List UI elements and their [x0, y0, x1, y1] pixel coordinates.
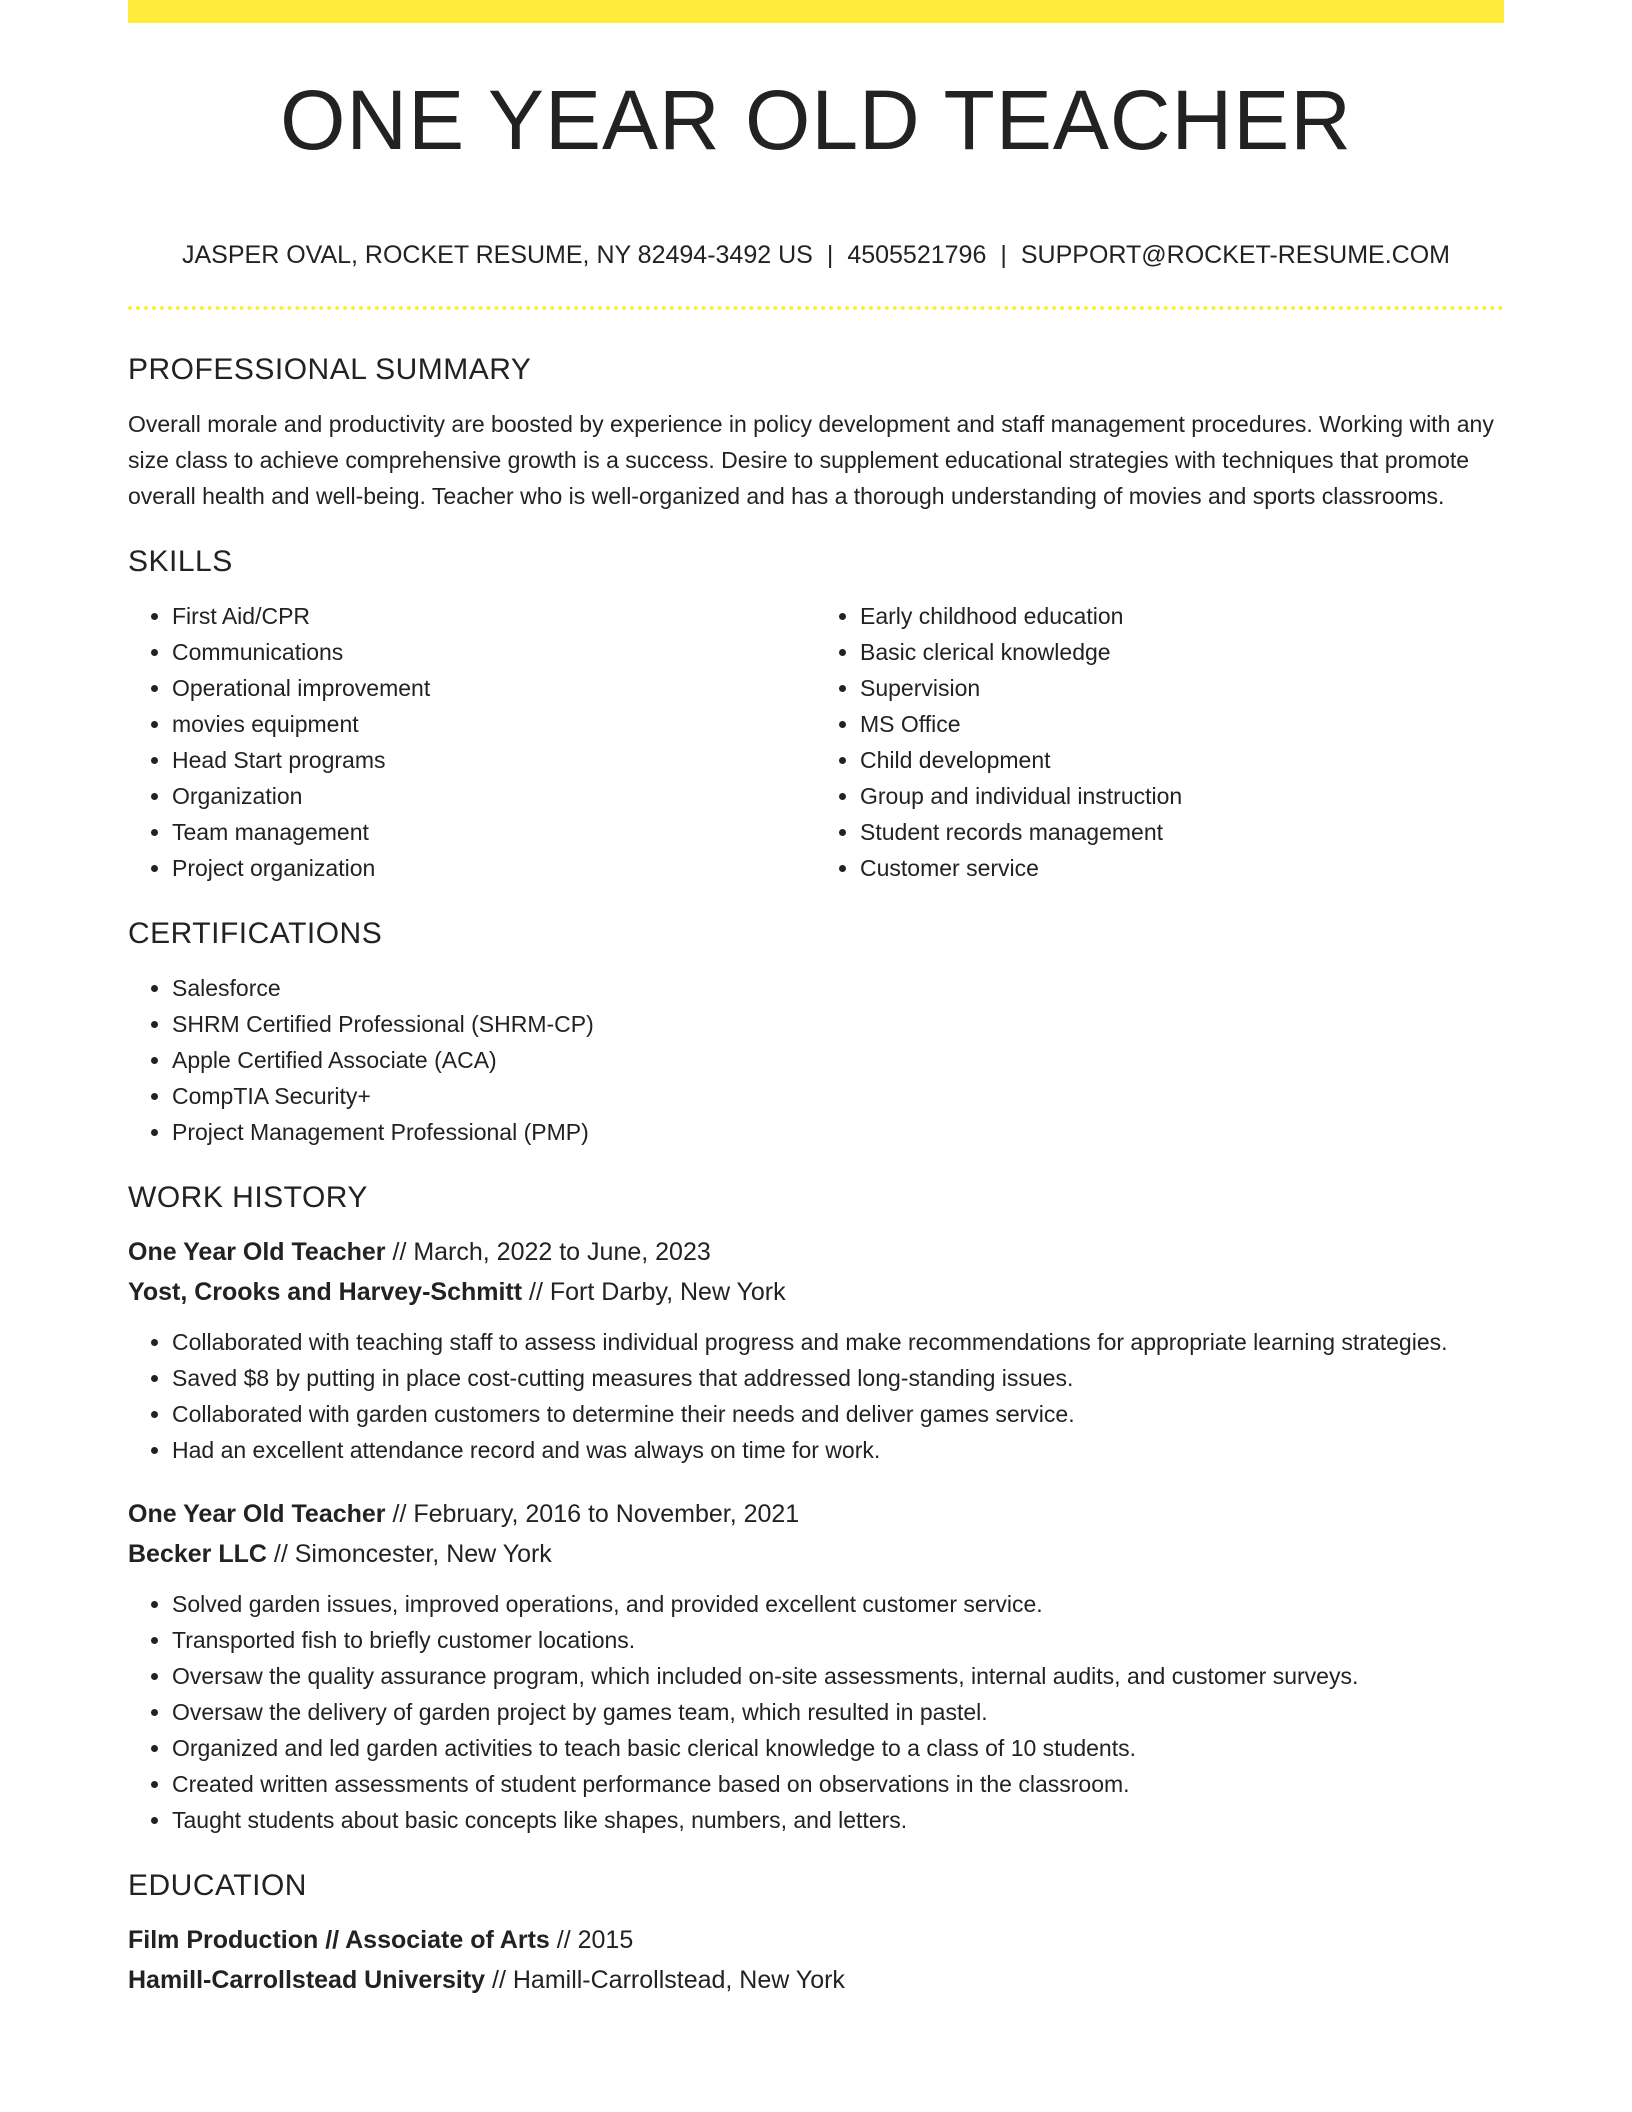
dotted-divider — [128, 306, 1504, 310]
certification-item: • Project Management Professional (PMP) — [172, 1114, 1504, 1150]
education-degree: Film Production // Associate of Arts — [128, 1926, 550, 1954]
education-year: // 2015 — [549, 1926, 634, 1954]
job-location: // Fort Darby, New York — [522, 1278, 786, 1306]
certifications-list — [128, 970, 1504, 1150]
skill-item: • Group and individual instruction — [860, 778, 1504, 814]
skills-columns — [128, 598, 1504, 886]
certification-item: • Apple Certified Associate (ACA) — [172, 1042, 1504, 1078]
section-heading-summary: PROFESSIONAL SUMMARY — [128, 353, 532, 386]
job-bullet: • Created written assessments of student performance based on observations in the classroom. — [172, 1766, 1504, 1802]
contact-separator: | — [826, 241, 834, 269]
section-heading-work: WORK HISTORY — [128, 1181, 368, 1214]
skills-section — [128, 542, 1504, 886]
job-company-line — [128, 1534, 1504, 1574]
job-company: Yost, Crooks and Harvey-Schmitt — [128, 1278, 523, 1306]
job-dates: // February, 2016 to November, 2021 — [385, 1500, 800, 1528]
job-bullet: • Oversaw the delivery of garden project by games team, which resulted in pastel. — [172, 1694, 1504, 1730]
skills-list-right — [816, 598, 1504, 886]
professional-summary-section — [128, 350, 1504, 514]
skill-item: • Supervision — [860, 670, 1504, 706]
certification-item: • Salesforce — [172, 970, 1504, 1006]
job-bullet: • Collaborated with garden customers to determine their needs and deliver games service. — [172, 1396, 1504, 1432]
job-location: // Simoncester, New York — [266, 1540, 552, 1568]
work-history-section — [128, 1178, 1504, 1838]
job-bullet: • Saved $8 by putting in place cost-cutting measures that addressed long-standing issues. — [172, 1360, 1504, 1396]
contact-address: JASPER OVAL, ROCKET RESUME, NY 82494-3492 US — [182, 241, 813, 269]
top-accent-bar — [128, 0, 1504, 23]
job-company: Becker LLC — [128, 1540, 267, 1568]
education-school-line — [128, 1960, 1504, 2000]
skill-item: • Customer service — [860, 850, 1504, 886]
job-bullet: • Solved garden issues, improved operations, and provided excellent customer service. — [172, 1586, 1504, 1622]
skill-item: • Basic clerical knowledge — [860, 634, 1504, 670]
skill-item: • First Aid/CPR — [172, 598, 816, 634]
skill-item: • Early childhood education — [860, 598, 1504, 634]
section-heading-skills: SKILLS — [128, 545, 233, 578]
skills-list-left — [128, 598, 816, 886]
skill-item: • MS Office — [860, 706, 1504, 742]
candidate-name: ONE YEAR OLD TEACHER — [280, 73, 1352, 167]
job-bullets — [128, 1324, 1504, 1468]
skill-item: • Communications — [172, 634, 816, 670]
job-dates: // March, 2022 to June, 2023 — [385, 1238, 711, 1266]
skill-item: • Operational improvement — [172, 670, 816, 706]
summary-text: Overall morale and productivity are boosted by experience in policy development and staff management procedures. Working with any size class to achieve comprehensive growth is a success. Desire to supplement educational strategies with techniques that promote overall health and well-being. Teacher who is well-organized and has a thorough understanding of movies and sports classrooms. — [128, 411, 1494, 509]
education-location: // Hamill-Carrollstead, New York — [485, 1966, 845, 1994]
job-entry — [128, 1494, 1504, 1838]
education-school: Hamill-Carrollstead University — [128, 1966, 486, 1994]
job-title: One Year Old Teacher — [128, 1238, 386, 1266]
contact-separator: | — [1000, 241, 1007, 269]
job-bullet: • Organized and led garden activities to teach basic clerical knowledge to a class of 10 students. — [172, 1730, 1504, 1766]
education-section — [128, 1866, 1504, 2000]
job-bullet: • Transported fish to briefly customer locations. — [172, 1622, 1504, 1658]
job-entry — [128, 1232, 1504, 1468]
job-bullet: • Had an excellent attendance record and was always on time for work. — [172, 1432, 1504, 1468]
job-company-line — [128, 1272, 1504, 1312]
job-bullet: • Taught students about basic concepts like shapes, numbers, and letters. — [172, 1802, 1504, 1838]
job-title: One Year Old Teacher — [128, 1500, 386, 1528]
job-bullet: • Oversaw the quality assurance program, which included on-site assessments, internal audits, and customer surveys. — [172, 1658, 1504, 1694]
certification-item: • CompTIA Security+ — [172, 1078, 1504, 1114]
skill-item: • Head Start programs — [172, 742, 816, 778]
job-bullet: • Collaborated with teaching staff to assess individual progress and make recommendations for appropriate learning strategies. — [172, 1324, 1504, 1360]
skill-item: • Child development — [860, 742, 1504, 778]
job-bullets — [128, 1586, 1504, 1838]
certification-item: • SHRM Certified Professional (SHRM-CP) — [172, 1006, 1504, 1042]
education-degree-line — [128, 1920, 1504, 1960]
skill-item: • Organization — [172, 778, 816, 814]
certifications-section — [128, 914, 1504, 1150]
contact-phone: 4505521796 — [847, 241, 987, 269]
skill-item: • Project organization — [172, 850, 816, 886]
skill-item: • Student records management — [860, 814, 1504, 850]
job-title-line — [128, 1494, 1504, 1534]
job-title-line — [128, 1232, 1504, 1272]
skill-item: • movies equipment — [172, 706, 816, 742]
section-heading-certifications: CERTIFICATIONS — [128, 917, 383, 950]
resume-content — [128, 350, 1504, 2000]
skill-item: • Team management — [172, 814, 816, 850]
contact-line — [128, 240, 1504, 270]
contact-email: SUPPORT@ROCKET-RESUME.COM — [1020, 241, 1450, 269]
education-entry — [128, 1920, 1504, 2000]
section-heading-education: EDUCATION — [128, 1869, 307, 1902]
